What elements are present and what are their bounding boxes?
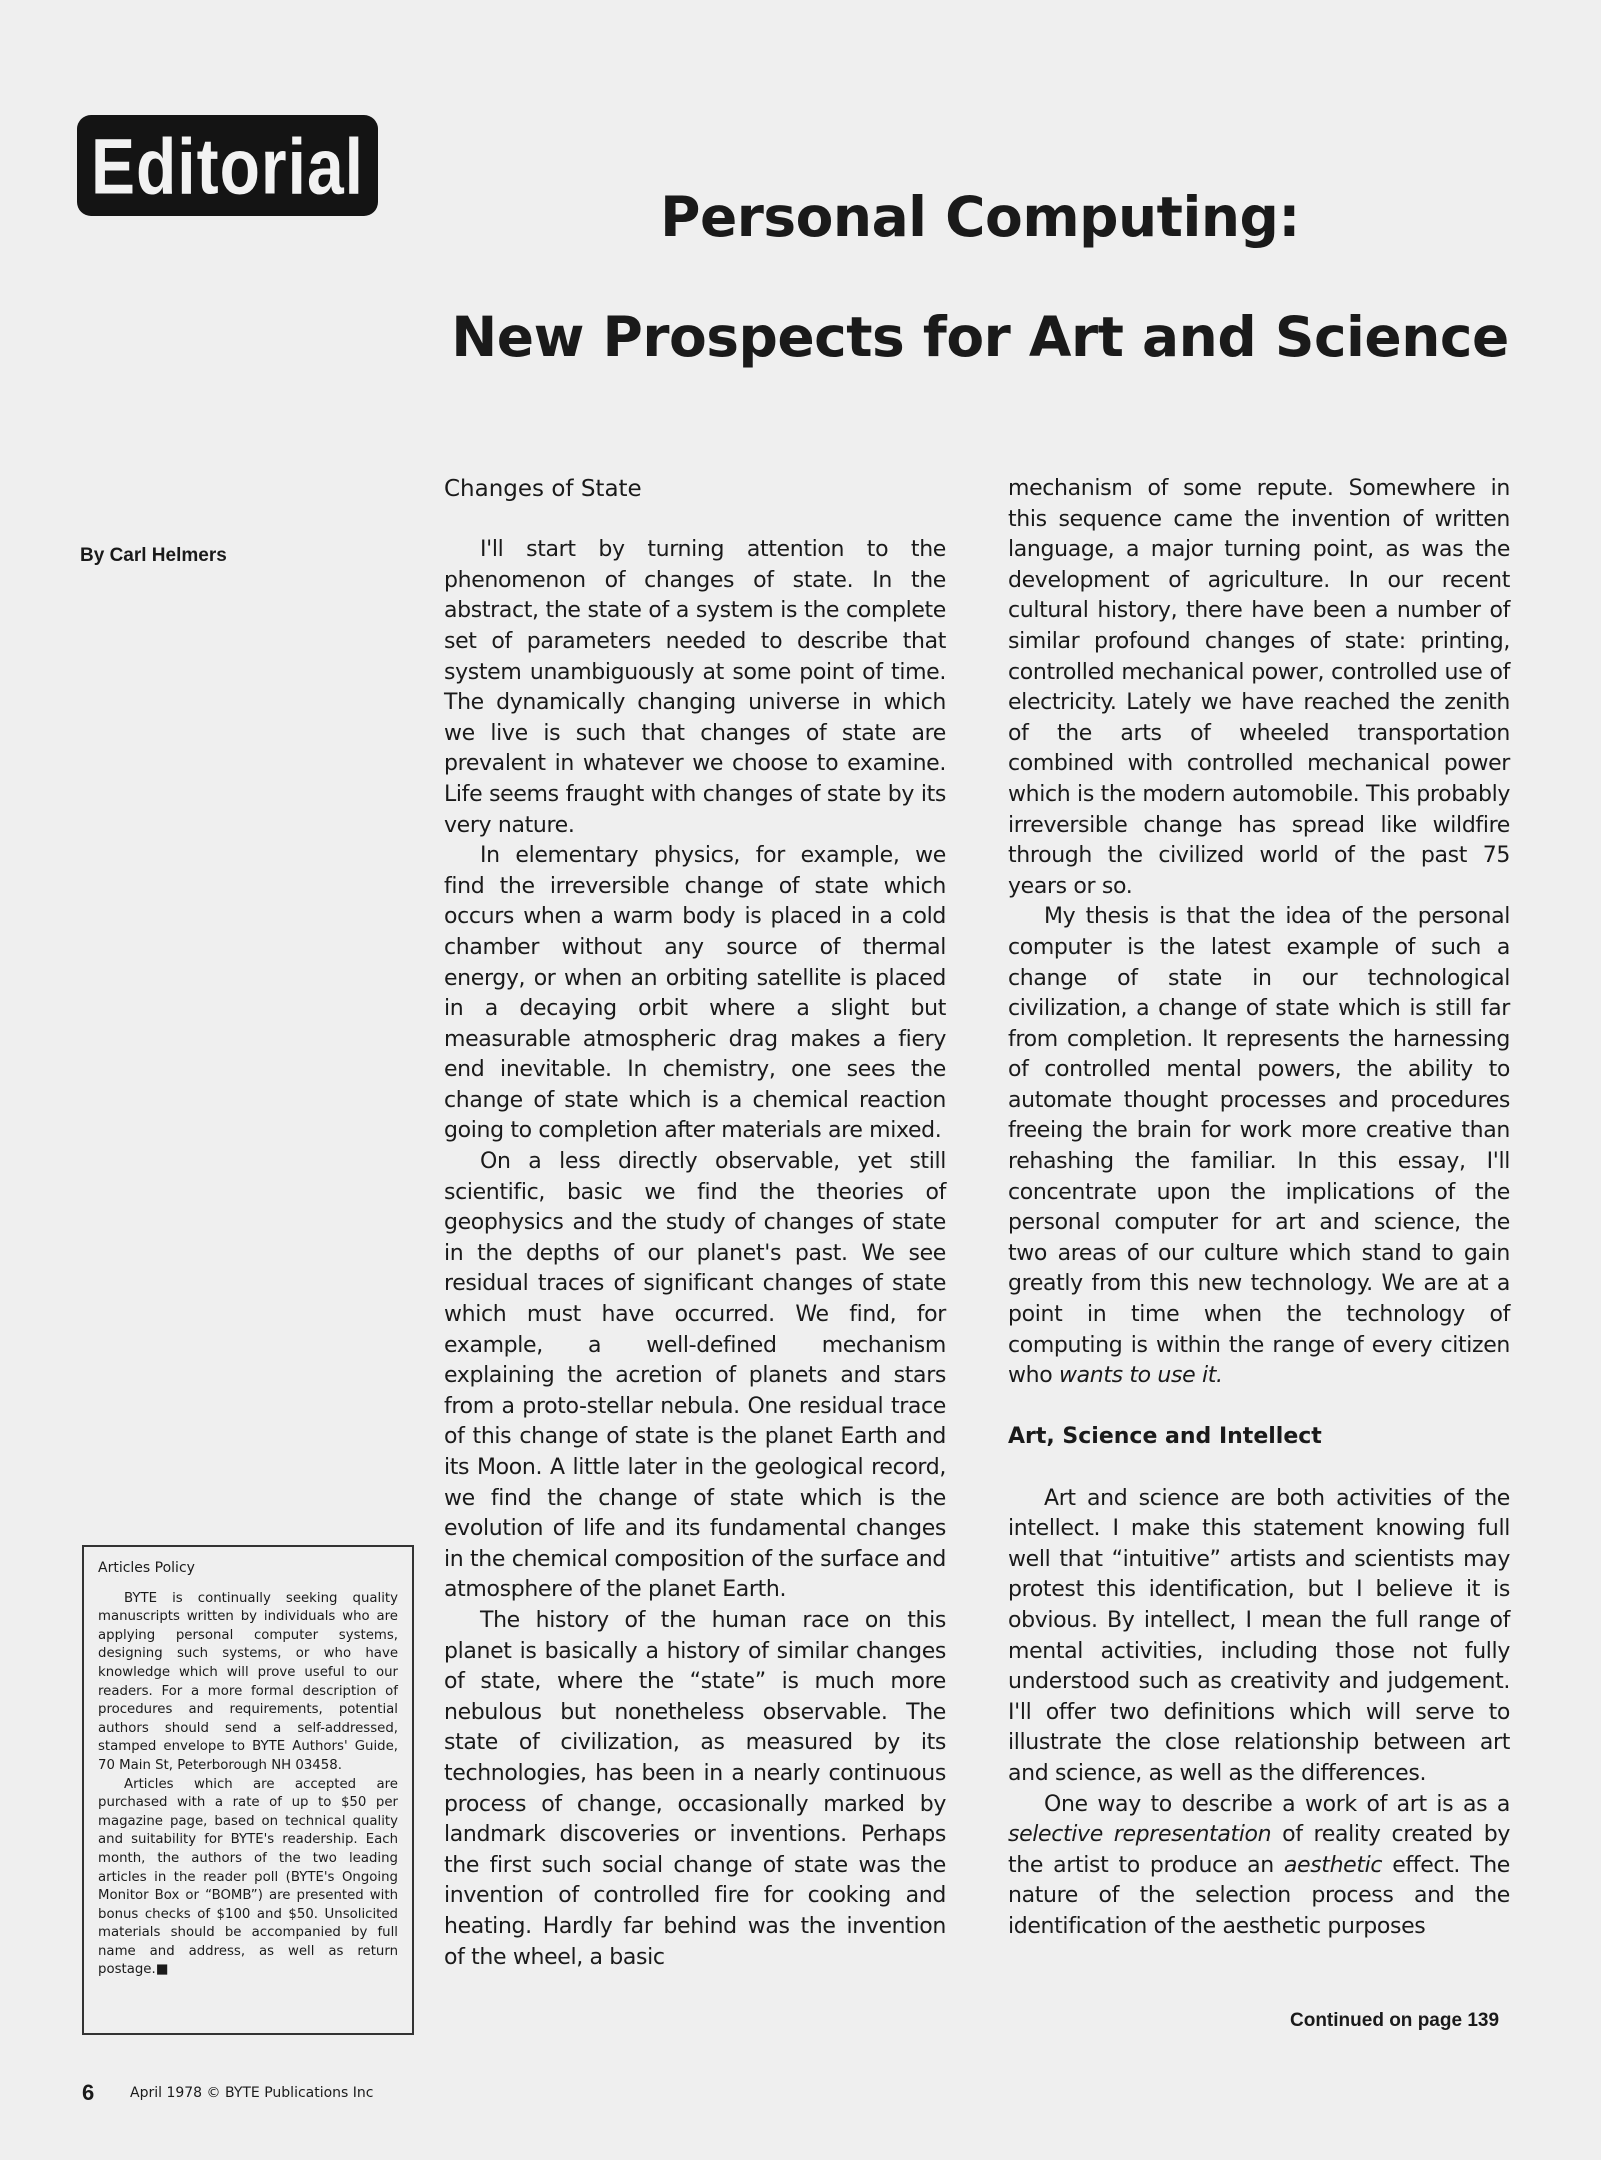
byline: By Carl Helmers — [80, 545, 227, 566]
text: effect. The nature of the selection process and the identification of the aesthetic purposes — [1008, 1852, 1510, 1939]
section-heading: Art, Science and Intellect — [1008, 1424, 1322, 1450]
title-line-2: New Prospects for Art and Science — [451, 305, 1509, 369]
text: My thesis is that the idea of the personal computer is the latest example of such a change of state in our technological civilization, a change of state which is still far from completion. It represents the harnessing of controlled mental powers, the ability to automate thought processes and procedures freeing the brain for work more creative than rehashing the familiar. In this essay, I'll concentrate upon the implications of the personal computer for art and science, the two areas of our culture which stand to gain greatly from this new technology. We are at a point in time when the technology of computing is within the range of every citizen who — [1008, 904, 1510, 1389]
italic-text: selective representation — [1008, 1822, 1272, 1848]
paragraph — [1008, 902, 1510, 1392]
page-number: 6 — [82, 2080, 95, 2105]
paragraph: On a less directly observable, yet still scientific, basic we find the theories of geophysics and the study of changes of state in the depths of our planet's past. We see residual traces of significant changes of state which must have occurred. We find, for example, a well-defined mechanism explaining the acretion of planets and stars from a proto-stellar nebula. One residual trace of this change of state is the planet Earth and its Moon. A little later in the geological record, we find the change of state which is the evolution of life and its fundamental changes in the chemical composition of the surface and atmosphere of the planet Earth. — [444, 1149, 946, 1603]
footer-text: April 1978 © BYTE Publications Inc — [130, 2085, 374, 2101]
column-1 — [444, 474, 946, 1973]
articles-policy-box — [82, 1545, 414, 2035]
editorial-badge: Editorial — [77, 115, 378, 216]
paragraph: mechanism of some repute. Somewhere in this sequence came the invention of written language, a major turning point, as was the development of agriculture. In our recent cultural history, there have been a number of similar profound changes of state: printing, controlled mechanical power, controlled use of electricity. Lately we have reached the zenith of the arts of wheeled transportation combined with controlled mechanical power which is the modern automobile. This probably irreversible change has spread like wildfire through the civilized world of the past 75 years or so. — [1008, 476, 1510, 899]
policy-paragraph: BYTE is continually seeking quality manuscripts written by individuals who are applying personal computer systems, designing such systems, or who have knowledge which will prove useful to our readers. For a more formal description of procedures and requirements, potential authors should send a self-addressed, stamped envelope to BYTE Authors' Guide, 70 Main St, Peterborough NH 03458. — [98, 1590, 398, 1773]
text: of reality created by the artist to produce an — [1008, 1822, 1510, 1878]
policy-heading: Articles Policy — [98, 1560, 195, 1576]
paragraph: Art and science are both activities of the intellect. I make this statement knowing full well that “intuitive” artists and scientists may protest this identification, but I believe it is obvious. By intellect, I mean the full range of mental activities, including those not fully understood such as creativity and judgement. I'll offer two definitions which will serve to illustrate the close relationship between art and science, as well as the differences. — [1008, 1485, 1510, 1786]
paragraph — [1008, 1790, 1510, 1943]
section-heading: Changes of State — [444, 476, 642, 502]
column-2 — [1008, 474, 1510, 1943]
italic-text: aesthetic — [1283, 1852, 1383, 1878]
paragraph: In elementary physics, for example, we find the irreversible change of state which occurs when a warm body is placed in a cold chamber without any source of thermal energy, or when an orbiting satellite is placed in a decaying orbit where a slight but measurable atmospheric drag makes a fiery end inevitable. In chemistry, one sees the change of state which is a chemical reaction going to completion after materials are mixed. — [444, 843, 946, 1144]
title-line-1: Personal Computing: — [660, 185, 1300, 249]
paragraph: The history of the human race on this planet is basically a history of similar changes of state, where the “state” is much more nebulous but nonetheless observable. The state of civilization, as measured by its technologies, has been in a nearly continuous process of change, occasionally marked by landmark discoveries or inventions. Perhaps the first such social change of state was the invention of controlled fire for cooking and heating. Hardly far behind was the invention of the wheel, a basic — [444, 1607, 946, 1970]
continued-note: Continued on page 139 — [1290, 2010, 1500, 2031]
policy-paragraph: Articles which are accepted are purchased with a rate of up to $50 per magazine page, based on technical quality and suitability for BYTE's readership. Each month, the authors of the two leading articles in the reader poll (BYTE's Ongoing Monitor Box or “BOMB”) are presented with bonus checks of $100 and $50. Unsolicited materials should be accompanied by full name and address, as well as return postage.■ — [98, 1776, 398, 1978]
paragraph: I'll start by turning attention to the phenomenon of changes of state. In the abstract, the state of a system is the complete set of parameters needed to describe that system unambiguously at some point of time. The dynamically changing universe in which we live is such that changes of state are prevalent in whatever we choose to examine. Life seems fraught with changes of state by its very nature. — [444, 537, 946, 838]
italic-text: wants to use it. — [1059, 1363, 1223, 1389]
text: One way to describe a work of art is as a — [1044, 1791, 1510, 1817]
